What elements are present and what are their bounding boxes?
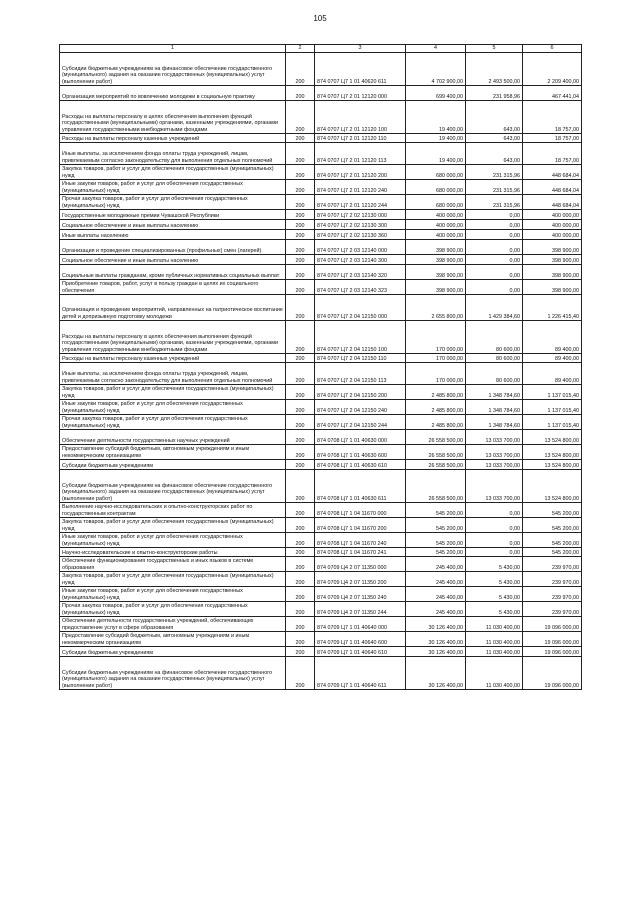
row-remaining-cell: 545 200,00 (523, 503, 582, 518)
row-name-cell: Прочая закупка товаров, работ и услуг для обеспечения государственных (муниципальных) нужд (60, 195, 286, 210)
row-gr-cell: 200 (286, 210, 315, 220)
row-name-cell: Прочая закупка товаров, работ и услуг для обеспечения государственных (муниципальных) нужд (60, 602, 286, 617)
row-code-cell: 874 0708 Ц7 1 04 11670 241 (315, 548, 406, 557)
row-name-cell: Приобретение товаров, работ, услуг в пользу граждан в целях их социального обеспечения (60, 280, 286, 295)
row-gr-cell: 200 (286, 280, 315, 295)
row-code-cell: 874 0708 Ц7 1 01 40630 611 (315, 470, 406, 503)
table-row (60, 602, 582, 617)
row-code-cell: 874 0707 Ц7 2 03 12140 000 (315, 240, 406, 255)
row-gr-cell: 200 (286, 143, 315, 165)
row-remaining-cell: 545 200,00 (523, 518, 582, 533)
column-header-6: 6 (523, 45, 582, 53)
row-approved-cell: 245 400,00 (406, 572, 466, 587)
row-name-cell: Субсидии бюджетным учреждениям на финансовое обеспечение государственного (муниципального) задания на оказание государственных (муниципальных) услуг (выполнение работ) (60, 470, 286, 503)
row-name-cell: Субсидии бюджетным учреждениям (60, 460, 286, 470)
row-code-cell: 874 0707 Ц7 2 01 12120 000 (315, 86, 406, 101)
row-gr-cell: 200 (286, 295, 315, 321)
table-row (60, 470, 582, 503)
row-executed-cell: 1 348 784,60 (466, 385, 523, 400)
row-code-cell: 874 0707 Ц7 2 01 12120 240 (315, 180, 406, 195)
row-code-cell: 874 0708 Ц7 1 01 40630 600 (315, 445, 406, 460)
row-gr-cell: 200 (286, 572, 315, 587)
row-name-cell: Иные закупки товаров, работ и услуг для обеспечения государственных (муниципальных) нужд (60, 533, 286, 548)
row-remaining-cell: 1 226 415,40 (523, 295, 582, 321)
row-name-cell: Иные выплаты, за исключением фонда оплаты труда учреждений, лицам, привлекаемым согласно законодательству для выполнения отдельных полномочий (60, 363, 286, 385)
row-remaining-cell: 19 096 000,00 (523, 647, 582, 657)
row-gr-cell: 200 (286, 602, 315, 617)
row-approved-cell: 26 558 500,00 (406, 460, 466, 470)
row-executed-cell: 0,00 (466, 280, 523, 295)
row-code-cell: 874 0708 Ц7 1 04 11670 000 (315, 503, 406, 518)
row-remaining-cell: 89 400,00 (523, 321, 582, 354)
row-approved-cell: 2 655 800,00 (406, 295, 466, 321)
table-row (60, 632, 582, 647)
row-executed-cell: 0,00 (466, 265, 523, 280)
row-executed-cell: 11 030 400,00 (466, 632, 523, 647)
row-gr-cell: 200 (286, 430, 315, 445)
row-gr-cell: 200 (286, 180, 315, 195)
row-remaining-cell: 239 970,00 (523, 572, 582, 587)
row-remaining-cell: 2 209 400,00 (523, 53, 582, 86)
row-executed-cell: 1 348 784,60 (466, 415, 523, 430)
row-executed-cell: 80 600,00 (466, 354, 523, 363)
row-code-cell: 874 0707 Ц7 2 02 12130 360 (315, 230, 406, 240)
row-approved-cell: 398 900,00 (406, 280, 466, 295)
row-executed-cell: 5 430,00 (466, 557, 523, 572)
row-code-cell: 874 0709 Ц4 2 07 11350 000 (315, 557, 406, 572)
row-executed-cell: 643,00 (466, 101, 523, 134)
row-gr-cell: 200 (286, 86, 315, 101)
row-code-cell: 874 0708 Ц7 1 01 40630 610 (315, 460, 406, 470)
row-gr-cell: 200 (286, 657, 315, 690)
row-remaining-cell: 19 096 000,00 (523, 617, 582, 632)
row-approved-cell: 2 485 800,00 (406, 400, 466, 415)
row-remaining-cell: 448 684,04 (523, 165, 582, 180)
row-remaining-cell: 18 757,00 (523, 101, 582, 134)
table-row (60, 265, 582, 280)
row-remaining-cell: 19 096 000,00 (523, 632, 582, 647)
row-code-cell: 874 0709 Ц7 1 01 40640 610 (315, 647, 406, 657)
row-approved-cell: 30 126 400,00 (406, 657, 466, 690)
row-remaining-cell: 239 970,00 (523, 587, 582, 602)
row-name-cell: Обеспечение деятельности государственных научных учреждений (60, 430, 286, 445)
row-remaining-cell: 545 200,00 (523, 548, 582, 557)
table-row (60, 445, 582, 460)
row-code-cell: 874 0709 Ц4 2 07 11350 240 (315, 587, 406, 602)
row-approved-cell: 2 485 800,00 (406, 415, 466, 430)
row-remaining-cell: 13 524 800,00 (523, 430, 582, 445)
row-executed-cell: 231 315,96 (466, 165, 523, 180)
row-name-cell: Расходы на выплаты персоналу казенных учреждений (60, 134, 286, 143)
row-code-cell: 874 0708 Ц7 1 01 40630 000 (315, 430, 406, 445)
row-executed-cell: 0,00 (466, 220, 523, 230)
table-row (60, 86, 582, 101)
row-name-cell: Субсидии бюджетным учреждениям (60, 647, 286, 657)
table-row (60, 587, 582, 602)
row-name-cell: Прочая закупка товаров, работ и услуг для обеспечения государственных (муниципальных) нужд (60, 415, 286, 430)
table-row (60, 548, 582, 557)
row-name-cell: Организация мероприятий по вовлечению молодежи в социальную практику (60, 86, 286, 101)
budget-table (59, 44, 582, 690)
row-executed-cell: 11 030 400,00 (466, 617, 523, 632)
table-row (60, 400, 582, 415)
table-row (60, 295, 582, 321)
row-gr-cell: 200 (286, 134, 315, 143)
row-name-cell: Иные закупки товаров, работ и услуг для обеспечения государственных (муниципальных) нужд (60, 180, 286, 195)
table-row (60, 134, 582, 143)
row-name-cell: Иные выплаты, за исключением фонда оплаты труда учреждений, лицам, привлекаемым согласно законодательству для выполнения отдельных полномочий (60, 143, 286, 165)
table-row (60, 460, 582, 470)
row-code-cell: 874 0709 Ц7 1 01 40640 611 (315, 657, 406, 690)
row-code-cell: 874 0707 Ц7 2 04 12150 000 (315, 295, 406, 321)
row-name-cell: Обеспечение функционирования государственных и иных языков в системе образования (60, 557, 286, 572)
row-executed-cell: 13 033 700,00 (466, 470, 523, 503)
row-code-cell: 874 0707 Ц7 2 01 12120 113 (315, 143, 406, 165)
row-gr-cell: 200 (286, 363, 315, 385)
row-name-cell: Обеспечение деятельности государственных учреждений, обеспечивающих предоставление услуг в сфере образования (60, 617, 286, 632)
row-executed-cell: 0,00 (466, 230, 523, 240)
row-remaining-cell: 89 400,00 (523, 354, 582, 363)
row-approved-cell: 400 000,00 (406, 220, 466, 230)
row-gr-cell: 200 (286, 321, 315, 354)
row-gr-cell: 200 (286, 230, 315, 240)
row-code-cell: 874 0707 Ц7 2 04 12150 200 (315, 385, 406, 400)
table-row (60, 385, 582, 400)
row-gr-cell: 200 (286, 165, 315, 180)
row-remaining-cell: 400 000,00 (523, 230, 582, 240)
row-executed-cell: 11 030 400,00 (466, 657, 523, 690)
row-approved-cell: 170 000,00 (406, 321, 466, 354)
table-row (60, 220, 582, 230)
row-remaining-cell: 18 757,00 (523, 134, 582, 143)
row-remaining-cell: 18 757,00 (523, 143, 582, 165)
row-name-cell: Предоставление субсидий бюджетным, автономным учреждениям и иным некоммерческим организациям (60, 445, 286, 460)
row-gr-cell: 200 (286, 632, 315, 647)
row-approved-cell: 400 000,00 (406, 210, 466, 220)
row-approved-cell: 26 558 500,00 (406, 430, 466, 445)
table-row (60, 143, 582, 165)
row-remaining-cell: 239 970,00 (523, 602, 582, 617)
column-header-2: 2 (286, 45, 315, 53)
row-remaining-cell: 448 684,04 (523, 180, 582, 195)
row-remaining-cell: 400 000,00 (523, 220, 582, 230)
table-body (60, 53, 582, 690)
row-executed-cell: 13 033 700,00 (466, 430, 523, 445)
row-code-cell: 874 0707 Ц7 2 01 12120 244 (315, 195, 406, 210)
row-gr-cell: 200 (286, 647, 315, 657)
row-name-cell: Организация и проведение специализированных (профильных) смен (лагерей) (60, 240, 286, 255)
row-approved-cell: 398 900,00 (406, 240, 466, 255)
row-gr-cell: 200 (286, 460, 315, 470)
row-approved-cell: 245 400,00 (406, 557, 466, 572)
row-executed-cell: 231 315,96 (466, 180, 523, 195)
row-code-cell: 874 0707 Ц7 2 03 12140 300 (315, 255, 406, 265)
row-name-cell: Выполнение научно-исследовательских и опытно-конструкторских работ по государственным контрактам (60, 503, 286, 518)
row-name-cell: Государственные молодежные премии Чувашской Республики (60, 210, 286, 220)
row-remaining-cell: 398 900,00 (523, 240, 582, 255)
row-code-cell: 874 0709 Ц7 1 01 40640 600 (315, 632, 406, 647)
page-number: 105 (313, 14, 327, 23)
row-approved-cell: 30 126 400,00 (406, 647, 466, 657)
row-code-cell: 874 0709 Ц4 2 07 11350 200 (315, 572, 406, 587)
row-remaining-cell: 398 900,00 (523, 265, 582, 280)
row-executed-cell: 1 348 784,60 (466, 400, 523, 415)
row-code-cell: 874 0707 Ц7 2 02 12130 300 (315, 220, 406, 230)
table-row (60, 647, 582, 657)
row-approved-cell: 545 200,00 (406, 518, 466, 533)
row-approved-cell: 245 400,00 (406, 602, 466, 617)
row-executed-cell: 2 493 500,00 (466, 53, 523, 86)
row-executed-cell: 13 033 700,00 (466, 445, 523, 460)
row-executed-cell: 0,00 (466, 548, 523, 557)
row-approved-cell: 545 200,00 (406, 548, 466, 557)
row-code-cell: 874 0708 Ц7 1 04 11670 240 (315, 533, 406, 548)
row-approved-cell: 545 200,00 (406, 503, 466, 518)
row-approved-cell: 400 000,00 (406, 230, 466, 240)
row-remaining-cell: 89 400,00 (523, 363, 582, 385)
row-name-cell: Предоставление субсидий бюджетным, автономным учреждениям и иным некоммерческим организациям (60, 632, 286, 647)
row-name-cell: Научно-исследовательские и опытно-конструкторские работы (60, 548, 286, 557)
table-row (60, 195, 582, 210)
row-code-cell: 874 0707 Ц7 2 01 12120 110 (315, 134, 406, 143)
table-row (60, 230, 582, 240)
row-name-cell: Социальные выплаты гражданам, кроме публичных нормативных социальных выплат (60, 265, 286, 280)
row-name-cell: Закупка товаров, работ и услуг для обеспечения государственных (муниципальных) нужд (60, 518, 286, 533)
row-remaining-cell: 19 096 000,00 (523, 657, 582, 690)
row-executed-cell: 80 600,00 (466, 321, 523, 354)
row-name-cell: Организация и проведение мероприятий, направленных на патриотическое воспитание детей и допризывную подготовку молодежи (60, 295, 286, 321)
row-approved-cell: 680 000,00 (406, 180, 466, 195)
row-gr-cell: 200 (286, 220, 315, 230)
row-code-cell: 874 0707 Ц7 2 03 12140 323 (315, 280, 406, 295)
column-header-5: 5 (466, 45, 523, 53)
row-approved-cell: 245 400,00 (406, 587, 466, 602)
row-name-cell: Иные выплаты населению (60, 230, 286, 240)
row-remaining-cell: 1 137 015,40 (523, 415, 582, 430)
row-remaining-cell: 1 137 015,40 (523, 400, 582, 415)
table-row (60, 533, 582, 548)
table-row (60, 518, 582, 533)
row-approved-cell: 26 558 500,00 (406, 470, 466, 503)
row-executed-cell: 0,00 (466, 503, 523, 518)
row-executed-cell: 13 033 700,00 (466, 460, 523, 470)
row-gr-cell: 200 (286, 255, 315, 265)
row-approved-cell: 545 200,00 (406, 533, 466, 548)
table-row (60, 240, 582, 255)
column-header-3: 3 (315, 45, 406, 53)
row-name-cell: Иные закупки товаров, работ и услуг для обеспечения государственных (муниципальных) нужд (60, 400, 286, 415)
row-name-cell: Субсидии бюджетным учреждениям на финансовое обеспечение государственного (муниципального) задания на оказание государственных (муниципальных) услуг (выполнение работ) (60, 657, 286, 690)
row-approved-cell: 398 900,00 (406, 265, 466, 280)
row-executed-cell: 0,00 (466, 518, 523, 533)
table-row (60, 657, 582, 690)
row-code-cell: 874 0707 Ц7 2 04 12150 110 (315, 354, 406, 363)
table-row (60, 557, 582, 572)
row-code-cell: 874 0707 Ц7 2 04 12150 244 (315, 415, 406, 430)
row-gr-cell: 200 (286, 385, 315, 400)
table-row (60, 210, 582, 220)
row-name-cell: Закупка товаров, работ и услуг для обеспечения государственных (муниципальных) нужд (60, 572, 286, 587)
row-remaining-cell: 467 441,04 (523, 86, 582, 101)
table-row (60, 354, 582, 363)
row-remaining-cell: 13 524 800,00 (523, 460, 582, 470)
row-remaining-cell: 545 200,00 (523, 533, 582, 548)
table-row (60, 572, 582, 587)
table-row (60, 280, 582, 295)
row-code-cell: 874 0707 Ц7 2 02 12130 000 (315, 210, 406, 220)
row-executed-cell: 11 030 400,00 (466, 647, 523, 657)
table-row (60, 430, 582, 445)
row-remaining-cell: 1 137 015,40 (523, 385, 582, 400)
row-executed-cell: 5 430,00 (466, 587, 523, 602)
row-approved-cell: 19 400,00 (406, 101, 466, 134)
table-row (60, 415, 582, 430)
row-name-cell: Закупка товаров, работ и услуг для обеспечения государственных (муниципальных) нужд (60, 385, 286, 400)
row-approved-cell: 19 400,00 (406, 143, 466, 165)
row-code-cell: 874 0707 Ц7 2 01 12120 200 (315, 165, 406, 180)
row-remaining-cell: 400 000,00 (523, 210, 582, 220)
row-name-cell: Расходы на выплаты персоналу в целях обеспечения выполнения функций государственными (муниципальными) органами, казенными учреждениями, органами управления государственными внебюджетными фондами (60, 321, 286, 354)
row-executed-cell: 5 430,00 (466, 602, 523, 617)
row-executed-cell: 0,00 (466, 533, 523, 548)
row-approved-cell: 2 485 800,00 (406, 385, 466, 400)
row-approved-cell: 680 000,00 (406, 165, 466, 180)
row-approved-cell: 19 400,00 (406, 134, 466, 143)
row-code-cell: 874 0707 Ц7 2 04 12150 240 (315, 400, 406, 415)
row-executed-cell: 0,00 (466, 255, 523, 265)
table-header-row (60, 45, 582, 53)
row-remaining-cell: 398 900,00 (523, 255, 582, 265)
row-gr-cell: 200 (286, 101, 315, 134)
row-executed-cell: 231 315,96 (466, 195, 523, 210)
table-row (60, 363, 582, 385)
row-gr-cell: 200 (286, 548, 315, 557)
row-gr-cell: 200 (286, 518, 315, 533)
row-gr-cell: 200 (286, 240, 315, 255)
row-code-cell: 874 0709 Ц7 1 01 40640 000 (315, 617, 406, 632)
row-code-cell: 874 0707 Ц7 1 01 40620 611 (315, 53, 406, 86)
row-gr-cell: 200 (286, 470, 315, 503)
row-approved-cell: 699 400,00 (406, 86, 466, 101)
row-gr-cell: 200 (286, 587, 315, 602)
row-code-cell: 874 0709 Ц4 2 07 11350 244 (315, 602, 406, 617)
row-gr-cell: 200 (286, 195, 315, 210)
row-executed-cell: 1 429 384,60 (466, 295, 523, 321)
row-remaining-cell: 13 524 800,00 (523, 445, 582, 460)
row-gr-cell: 200 (286, 400, 315, 415)
row-remaining-cell: 13 524 800,00 (523, 470, 582, 503)
row-name-cell: Расходы на выплаты персоналу в целях обеспечения выполнения функций государственными (муниципальными) органами, казенными учреждениями, органами управления государственными внебюджетными фондами (60, 101, 286, 134)
row-gr-cell: 200 (286, 265, 315, 280)
row-approved-cell: 398 900,00 (406, 255, 466, 265)
row-name-cell: Расходы на выплаты персоналу казенных учреждений (60, 354, 286, 363)
column-header-4: 4 (406, 45, 466, 53)
table-row (60, 180, 582, 195)
row-code-cell: 874 0707 Ц7 2 04 12150 113 (315, 363, 406, 385)
row-code-cell: 874 0707 Ц7 2 03 12140 320 (315, 265, 406, 280)
column-header-1: 1 (60, 45, 286, 53)
row-executed-cell: 0,00 (466, 240, 523, 255)
row-remaining-cell: 448 684,04 (523, 195, 582, 210)
row-approved-cell: 170 000,00 (406, 354, 466, 363)
row-name-cell: Закупка товаров, работ и услуг для обеспечения государственных (муниципальных) нужд (60, 165, 286, 180)
row-gr-cell: 200 (286, 415, 315, 430)
row-gr-cell: 200 (286, 445, 315, 460)
row-code-cell: 874 0708 Ц7 1 04 11670 200 (315, 518, 406, 533)
row-executed-cell: 643,00 (466, 143, 523, 165)
row-gr-cell: 200 (286, 533, 315, 548)
row-approved-cell: 170 000,00 (406, 363, 466, 385)
table-row (60, 503, 582, 518)
table-row (60, 53, 582, 86)
table-row (60, 321, 582, 354)
row-remaining-cell: 239 970,00 (523, 557, 582, 572)
row-name-cell: Субсидии бюджетным учреждениям на финансовое обеспечение государственного (муниципального) задания на оказание государственных (муниципальных) услуг (выполнение работ) (60, 53, 286, 86)
row-executed-cell: 643,00 (466, 134, 523, 143)
table-row (60, 617, 582, 632)
row-name-cell: Иные закупки товаров, работ и услуг для обеспечения государственных (муниципальных) нужд (60, 587, 286, 602)
row-approved-cell: 26 558 500,00 (406, 445, 466, 460)
row-approved-cell: 30 126 400,00 (406, 617, 466, 632)
row-approved-cell: 4 702 900,00 (406, 53, 466, 86)
row-gr-cell: 200 (286, 617, 315, 632)
row-name-cell: Социальное обеспечение и иные выплаты населению (60, 255, 286, 265)
table-row (60, 255, 582, 265)
row-gr-cell: 200 (286, 354, 315, 363)
table-row (60, 101, 582, 134)
row-executed-cell: 0,00 (466, 210, 523, 220)
row-executed-cell: 80 600,00 (466, 363, 523, 385)
row-code-cell: 874 0707 Ц7 2 04 12150 100 (315, 321, 406, 354)
row-executed-cell: 5 430,00 (466, 572, 523, 587)
table-row (60, 165, 582, 180)
row-gr-cell: 200 (286, 53, 315, 86)
row-gr-cell: 200 (286, 503, 315, 518)
row-approved-cell: 680 000,00 (406, 195, 466, 210)
row-gr-cell: 200 (286, 557, 315, 572)
row-executed-cell: 231 958,96 (466, 86, 523, 101)
row-approved-cell: 30 126 400,00 (406, 632, 466, 647)
row-code-cell: 874 0707 Ц7 2 01 12120 100 (315, 101, 406, 134)
row-name-cell: Социальное обеспечение и иные выплаты населению (60, 220, 286, 230)
row-remaining-cell: 398 900,00 (523, 280, 582, 295)
